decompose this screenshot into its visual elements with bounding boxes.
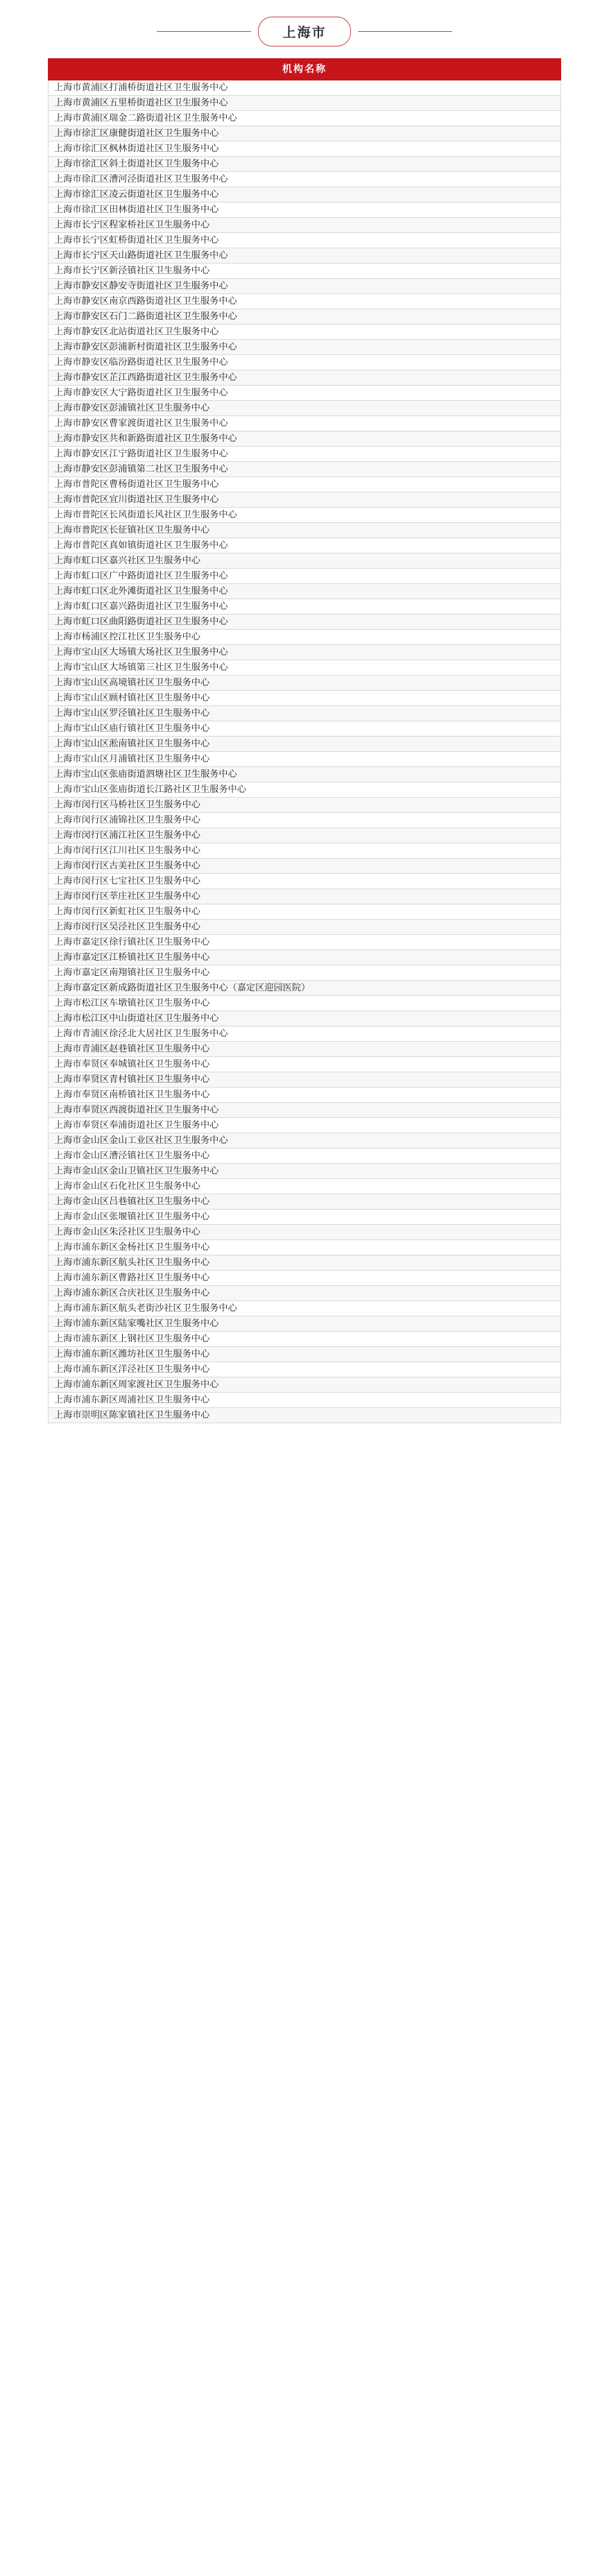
institution-name: 上海市宝山区淞南镇社区卫生服务中心 <box>49 737 561 752</box>
table-row <box>49 1377 561 1393</box>
table-row <box>49 1179 561 1194</box>
column-header-name: 机构名称 <box>49 59 561 80</box>
institution-name: 上海市静安区大宁路街道社区卫生服务中心 <box>49 386 561 401</box>
table-row <box>49 370 561 386</box>
institution-name: 上海市浦东新区周浦社区卫生服务中心 <box>49 1393 561 1408</box>
institution-name: 上海市静安区石门二路街道社区卫生服务中心 <box>49 309 561 325</box>
institution-name: 上海市奉贤区奉城镇社区卫生服务中心 <box>49 1057 561 1072</box>
institution-name: 上海市浦东新区合庆社区卫生服务中心 <box>49 1286 561 1301</box>
institution-name: 上海市宝山区大场镇第三社区卫生服务中心 <box>49 660 561 676</box>
institution-name: 上海市青浦区徐泾北大居社区卫生服务中心 <box>49 1027 561 1042</box>
page-title: 上海市 <box>258 17 350 46</box>
table-row <box>49 920 561 935</box>
institution-name: 上海市嘉定区江桥镇社区卫生服务中心 <box>49 950 561 965</box>
table-row <box>49 1164 561 1179</box>
table-row <box>49 1362 561 1377</box>
table-row <box>49 691 561 706</box>
table-row <box>49 1042 561 1057</box>
table-row <box>49 599 561 615</box>
institution-name: 上海市虹口区曲阳路街道社区卫生服务中心 <box>49 615 561 630</box>
table-row <box>49 737 561 752</box>
institution-name: 上海市浦东新区陆家嘴社区卫生服务中心 <box>49 1316 561 1332</box>
institution-name: 上海市浦东新区曹路社区卫生服务中心 <box>49 1271 561 1286</box>
table-row <box>49 401 561 416</box>
institution-name: 上海市奉贤区奉浦街道社区卫生服务中心 <box>49 1118 561 1133</box>
table-row <box>49 447 561 462</box>
institution-name: 上海市宝山区月浦镇社区卫生服务中心 <box>49 752 561 767</box>
table-row <box>49 615 561 630</box>
institution-name: 上海市宝山区庙行镇社区卫生服务中心 <box>49 721 561 737</box>
institution-name: 上海市静安区曹家渡街道社区卫生服务中心 <box>49 416 561 431</box>
table-row <box>49 1027 561 1042</box>
institution-name: 上海市静安区静安寺街道社区卫生服务中心 <box>49 279 561 294</box>
table-row <box>49 477 561 492</box>
table-row <box>49 1149 561 1164</box>
institution-name: 上海市闵行区浦江社区卫生服务中心 <box>49 828 561 843</box>
table-row <box>49 645 561 660</box>
institution-name: 上海市金山区漕泾镇社区卫生服务中心 <box>49 1149 561 1164</box>
institution-name: 上海市普陀区曹杨街道社区卫生服务中心 <box>49 477 561 492</box>
table-row <box>49 752 561 767</box>
institution-name: 上海市金山区吕巷镇社区卫生服务中心 <box>49 1194 561 1210</box>
institution-name: 上海市浦东新区上钢社区卫生服务中心 <box>49 1332 561 1347</box>
institution-name: 上海市徐汇区斜土街道社区卫生服务中心 <box>49 157 561 172</box>
institution-name: 上海市静安区南京西路街道社区卫生服务中心 <box>49 294 561 309</box>
table-row <box>49 523 561 538</box>
table-row <box>49 1286 561 1301</box>
institution-name: 上海市嘉定区徐行镇社区卫生服务中心 <box>49 935 561 950</box>
institution-name: 上海市浦东新区航头老街沙社区卫生服务中心 <box>49 1301 561 1316</box>
institution-name: 上海市金山区金山卫镇社区卫生服务中心 <box>49 1164 561 1179</box>
table-row <box>49 904 561 920</box>
institution-name: 上海市静安区共和新路街道社区卫生服务中心 <box>49 431 561 447</box>
table-row <box>49 1301 561 1316</box>
institution-name: 上海市青浦区赵巷镇社区卫生服务中心 <box>49 1042 561 1057</box>
institution-name: 上海市静安区彭浦新村街道社区卫生服务中心 <box>49 340 561 355</box>
table-row <box>49 1088 561 1103</box>
table-row <box>49 431 561 447</box>
table-row <box>49 1316 561 1332</box>
table-row <box>49 416 561 431</box>
institutions-table <box>48 58 561 1423</box>
institution-name: 上海市金山区石化社区卫生服务中心 <box>49 1179 561 1194</box>
table-row <box>49 706 561 721</box>
table-row <box>49 843 561 859</box>
table-row <box>49 1255 561 1271</box>
institution-name: 上海市奉贤区青村镇社区卫生服务中心 <box>49 1072 561 1088</box>
table-row <box>49 96 561 111</box>
institution-name: 上海市闵行区新虹社区卫生服务中心 <box>49 904 561 920</box>
page-root <box>0 4 609 2576</box>
table-row <box>49 1347 561 1362</box>
institution-name: 上海市崇明区陈家镇社区卫生服务中心 <box>49 1408 561 1423</box>
table-row <box>49 1225 561 1240</box>
table-row <box>49 386 561 401</box>
institution-name: 上海市宝山区罗泾镇社区卫生服务中心 <box>49 706 561 721</box>
institution-name: 上海市静安区临汾路街道社区卫生服务中心 <box>49 355 561 370</box>
table-row <box>49 1210 561 1225</box>
table-row <box>49 172 561 187</box>
page-title-banner <box>0 4 609 58</box>
table-row <box>49 1118 561 1133</box>
table-row <box>49 111 561 126</box>
table-row <box>49 80 561 96</box>
institution-name: 上海市虹口区广中路街道社区卫生服务中心 <box>49 569 561 584</box>
institution-name: 上海市浦东新区潍坊社区卫生服务中心 <box>49 1347 561 1362</box>
institution-name: 上海市静安区芷江西路街道社区卫生服务中心 <box>49 370 561 386</box>
institution-name: 上海市宝山区张庙街道长江路社区卫生服务中心 <box>49 782 561 798</box>
institution-name: 上海市浦东新区周家渡社区卫生服务中心 <box>49 1377 561 1393</box>
table-row <box>49 340 561 355</box>
table-row <box>49 1103 561 1118</box>
table-row <box>49 859 561 874</box>
table-row <box>49 1194 561 1210</box>
table-row <box>49 157 561 172</box>
institution-name: 上海市奉贤区西渡街道社区卫生服务中心 <box>49 1103 561 1118</box>
institution-name: 上海市黄浦区五里桥街道社区卫生服务中心 <box>49 96 561 111</box>
institution-name: 上海市静安区北站街道社区卫生服务中心 <box>49 325 561 340</box>
table-row <box>49 660 561 676</box>
institution-name: 上海市黄浦区打浦桥街道社区卫生服务中心 <box>49 80 561 96</box>
table-row <box>49 325 561 340</box>
institution-name: 上海市闵行区古美社区卫生服务中心 <box>49 859 561 874</box>
table-row <box>49 141 561 157</box>
institution-name: 上海市虹口区北外滩街道社区卫生服务中心 <box>49 584 561 599</box>
table-row <box>49 996 561 1011</box>
table-row <box>49 538 561 553</box>
institution-name: 上海市静安区彭浦镇第二社区卫生服务中心 <box>49 462 561 477</box>
table-row <box>49 950 561 965</box>
table-row <box>49 798 561 813</box>
table-row <box>49 248 561 264</box>
table-row <box>49 1408 561 1423</box>
institution-name: 上海市奉贤区南桥镇社区卫生服务中心 <box>49 1088 561 1103</box>
institution-name: 上海市虹口区嘉兴社区卫生服务中心 <box>49 553 561 569</box>
table-row <box>49 874 561 889</box>
table-row <box>49 1271 561 1286</box>
table-row <box>49 309 561 325</box>
institution-name: 上海市徐汇区康健街道社区卫生服务中心 <box>49 126 561 141</box>
institution-name: 上海市闵行区莘庄社区卫生服务中心 <box>49 889 561 904</box>
table-row <box>49 553 561 569</box>
table-body <box>49 80 561 1423</box>
table-row <box>49 508 561 523</box>
institution-name: 上海市闵行区浦锦社区卫生服务中心 <box>49 813 561 828</box>
table-row <box>49 294 561 309</box>
table-row <box>49 1133 561 1149</box>
institution-name: 上海市嘉定区新成路街道社区卫生服务中心（嘉定区迎园医院） <box>49 981 561 996</box>
institution-name: 上海市普陀区长征镇社区卫生服务中心 <box>49 523 561 538</box>
institution-name: 上海市闵行区吴泾社区卫生服务中心 <box>49 920 561 935</box>
table-row <box>49 1393 561 1408</box>
institution-name: 上海市宝山区大场镇大场社区卫生服务中心 <box>49 645 561 660</box>
table-row <box>49 569 561 584</box>
table-row <box>49 584 561 599</box>
institution-name: 上海市杨浦区控江社区卫生服务中心 <box>49 630 561 645</box>
institution-name: 上海市金山区金山工业区社区卫生服务中心 <box>49 1133 561 1149</box>
institution-name: 上海市徐汇区凌云街道社区卫生服务中心 <box>49 187 561 203</box>
table-row <box>49 126 561 141</box>
table-row <box>49 676 561 691</box>
institution-name: 上海市徐汇区枫林街道社区卫生服务中心 <box>49 141 561 157</box>
institution-name: 上海市长宁区虹桥街道社区卫生服务中心 <box>49 233 561 248</box>
institution-name: 上海市金山区张堰镇社区卫生服务中心 <box>49 1210 561 1225</box>
table-row <box>49 630 561 645</box>
institution-name: 上海市浦东新区洋泾社区卫生服务中心 <box>49 1362 561 1377</box>
table-row <box>49 355 561 370</box>
institution-name: 上海市长宁区天山路街道社区卫生服务中心 <box>49 248 561 264</box>
institution-name: 上海市金山区朱泾社区卫生服务中心 <box>49 1225 561 1240</box>
table-row <box>49 782 561 798</box>
table-row <box>49 813 561 828</box>
institution-name: 上海市宝山区张庙街道泗塘社区卫生服务中心 <box>49 767 561 782</box>
table-row <box>49 981 561 996</box>
institution-name: 上海市静安区彭浦镇社区卫生服务中心 <box>49 401 561 416</box>
institution-name: 上海市长宁区新泾镇社区卫生服务中心 <box>49 264 561 279</box>
table-header-row <box>49 59 561 80</box>
table-row <box>49 279 561 294</box>
table-row <box>49 1011 561 1027</box>
institution-name: 上海市普陀区长风街道长风社区卫生服务中心 <box>49 508 561 523</box>
table-row <box>49 767 561 782</box>
institution-name: 上海市虹口区嘉兴路街道社区卫生服务中心 <box>49 599 561 615</box>
table-row <box>49 889 561 904</box>
table-row <box>49 721 561 737</box>
institution-name: 上海市闵行区马桥社区卫生服务中心 <box>49 798 561 813</box>
institution-name: 上海市长宁区程家桥社区卫生服务中心 <box>49 218 561 233</box>
table-row <box>49 218 561 233</box>
institution-name: 上海市松江区中山街道社区卫生服务中心 <box>49 1011 561 1027</box>
table-row <box>49 462 561 477</box>
institution-name: 上海市普陀区宜川街道社区卫生服务中心 <box>49 492 561 508</box>
institution-name: 上海市松江区车墩镇社区卫生服务中心 <box>49 996 561 1011</box>
table-row <box>49 1240 561 1255</box>
institution-name: 上海市徐汇区漕河泾街道社区卫生服务中心 <box>49 172 561 187</box>
institution-name: 上海市普陀区真如镇街道社区卫生服务中心 <box>49 538 561 553</box>
table-row <box>49 935 561 950</box>
table-row <box>49 828 561 843</box>
title-rule-left <box>157 31 251 32</box>
institution-name: 上海市浦东新区金杨社区卫生服务中心 <box>49 1240 561 1255</box>
institution-name: 上海市闵行区七宝社区卫生服务中心 <box>49 874 561 889</box>
title-rule-right <box>358 31 452 32</box>
institution-name: 上海市闵行区江川社区卫生服务中心 <box>49 843 561 859</box>
institution-name: 上海市静安区江宁路街道社区卫生服务中心 <box>49 447 561 462</box>
institution-name: 上海市黄浦区瑞金二路街道社区卫生服务中心 <box>49 111 561 126</box>
institution-name: 上海市宝山区高境镇社区卫生服务中心 <box>49 676 561 691</box>
table-row <box>49 1072 561 1088</box>
institution-name: 上海市浦东新区航头社区卫生服务中心 <box>49 1255 561 1271</box>
table-row <box>49 1332 561 1347</box>
institution-name: 上海市徐汇区田林街道社区卫生服务中心 <box>49 203 561 218</box>
institution-name: 上海市宝山区顾村镇社区卫生服务中心 <box>49 691 561 706</box>
table-row <box>49 203 561 218</box>
table-row <box>49 1057 561 1072</box>
table-row <box>49 965 561 981</box>
table-row <box>49 187 561 203</box>
table-row <box>49 492 561 508</box>
institution-name: 上海市嘉定区南翔镇社区卫生服务中心 <box>49 965 561 981</box>
table-row <box>49 233 561 248</box>
table-row <box>49 264 561 279</box>
